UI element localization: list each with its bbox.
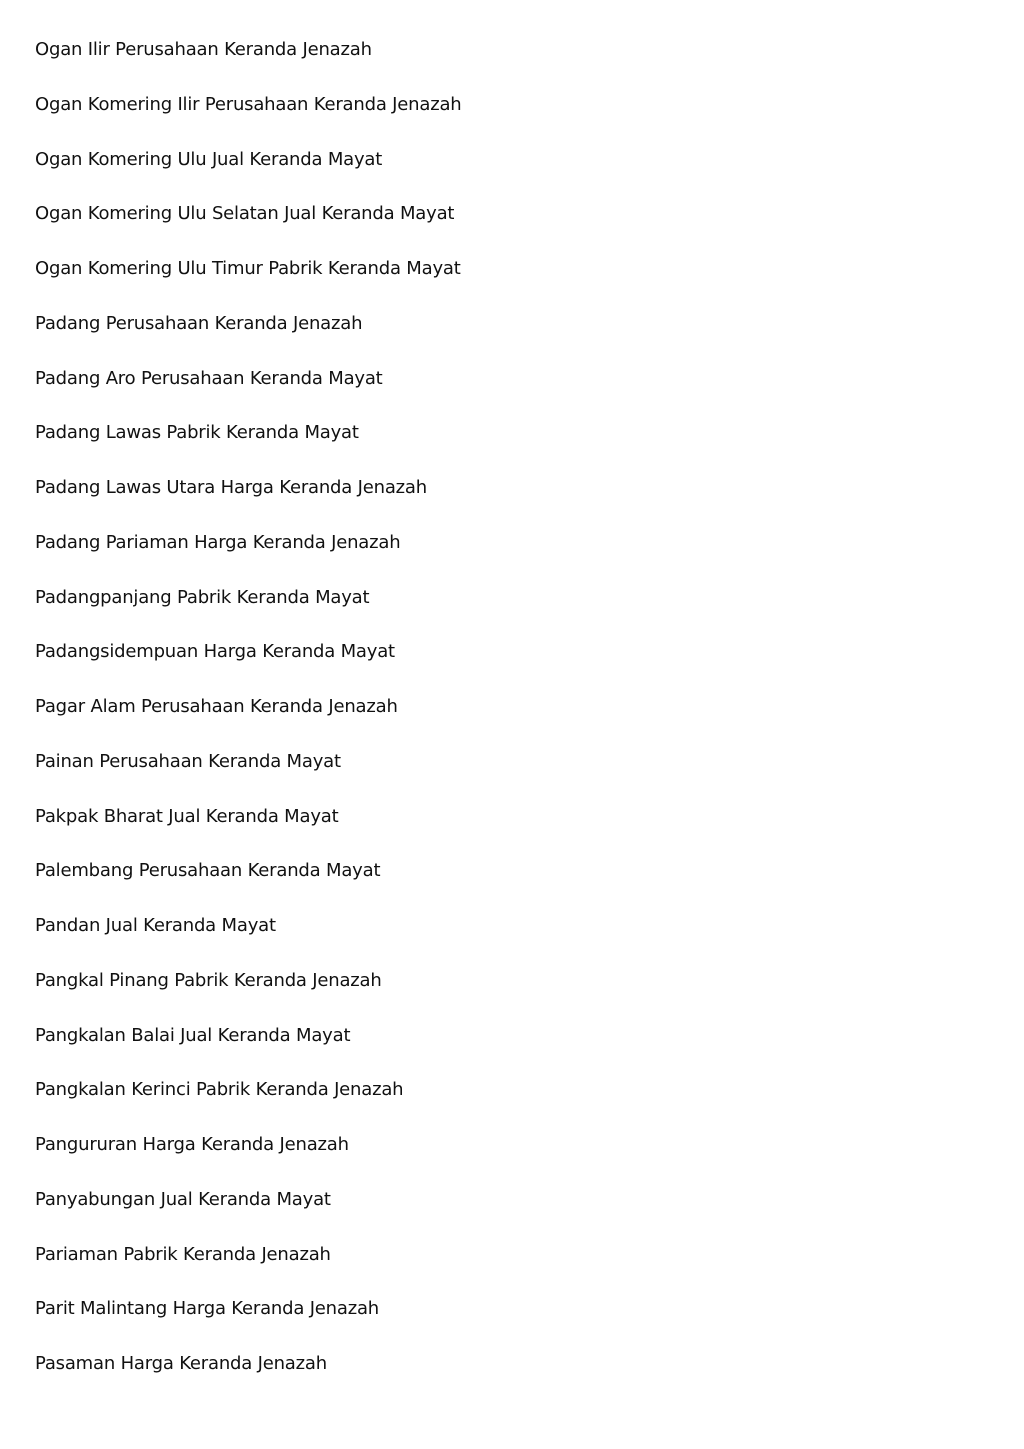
list-item: Pangkalan Balai Jual Keranda Mayat (35, 1024, 351, 1046)
list-item: Pandan Jual Keranda Mayat (35, 915, 276, 936)
list-item: Pangkal Pinang Pabrik Keranda Jenazah (35, 969, 382, 991)
list-item: Palembang Perusahaan Keranda Mayat (35, 860, 381, 882)
list-item: Panyabungan Jual Keranda Mayat (35, 1188, 331, 1210)
list-item: Ogan Ilir Perusahaan Keranda Jenazah (35, 39, 372, 60)
list-item: Pakpak Bharat Jual Keranda Mayat (35, 805, 339, 827)
list-item: Pasaman Harga Keranda Jenazah (35, 1353, 327, 1374)
list-item: Pangkalan Kerinci Pabrik Keranda Jenazah (35, 1079, 404, 1101)
list-item: Pagar Alam Perusahaan Keranda Jenazah (35, 696, 398, 717)
list-item: Padang Perusahaan Keranda Jenazah (35, 312, 363, 334)
list-item: Ogan Komering Ulu Selatan Jual Keranda Mayat (35, 203, 455, 225)
location-list (35, 36, 935, 1405)
list-item: Ogan Komering Ulu Jual Keranda Mayat (35, 148, 383, 170)
list-item: Pariaman Pabrik Keranda Jenazah (35, 1243, 331, 1265)
list-item: Painan Perusahaan Keranda Mayat (35, 750, 341, 772)
list-item: Ogan Komering Ulu Timur Pabrik Keranda Mayat (35, 258, 461, 279)
list-item: Padangpanjang Pabrik Keranda Mayat (35, 586, 370, 608)
list-item: Padang Aro Perusahaan Keranda Mayat (35, 367, 383, 389)
list-item: Padang Lawas Pabrik Keranda Mayat (35, 422, 359, 444)
list-item: Padangsidempuan Harga Keranda Mayat (35, 641, 395, 663)
list-item: Padang Pariaman Harga Keranda Jenazah (35, 531, 401, 553)
list-item: Pangururan Harga Keranda Jenazah (35, 1134, 349, 1155)
list-item: Ogan Komering Ilir Perusahaan Keranda Jenazah (35, 93, 462, 115)
list-item: Parit Malintang Harga Keranda Jenazah (35, 1298, 380, 1320)
list-item: Padang Lawas Utara Harga Keranda Jenazah (35, 477, 427, 498)
